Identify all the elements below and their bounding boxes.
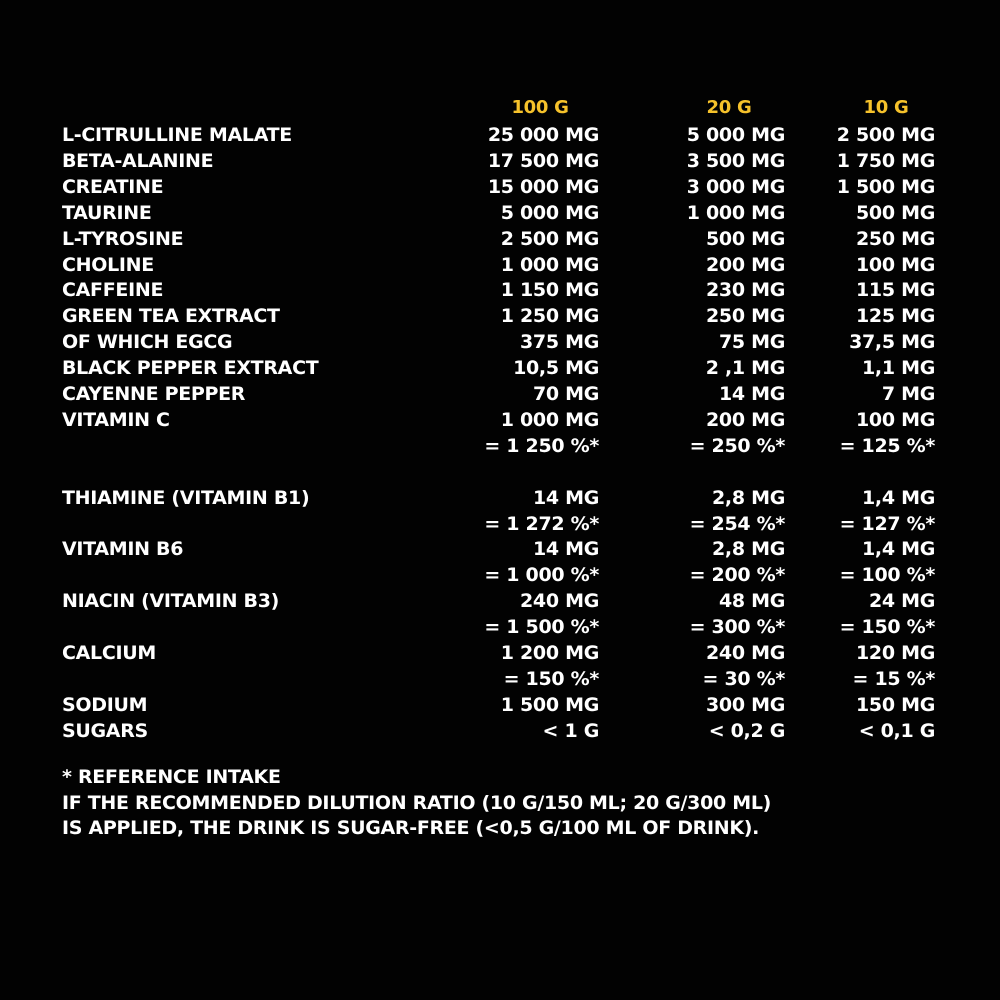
value-20g: = 300 %* — [689, 616, 785, 639]
value-100g: < 1 G — [542, 719, 599, 742]
value-20g: = 30 %* — [702, 667, 785, 690]
value-10g: 500 MG — [856, 201, 935, 224]
value-20g: = 200 %* — [689, 564, 785, 587]
value-20g: 500 MG — [706, 227, 785, 250]
value-10g: 1,4 MG — [862, 486, 935, 509]
value-10g: 120 MG — [856, 642, 935, 664]
value-10g: 115 MG — [856, 279, 935, 302]
value-100g: 375 MG — [520, 331, 599, 354]
value-10g: = 150 %* — [839, 616, 935, 639]
value-20g: < 0,2 G — [708, 719, 785, 742]
nutrient-name: L-TYROSINE — [62, 227, 184, 250]
table-row — [62, 615, 962, 641]
table-row — [62, 512, 962, 538]
value-100g: = 1 250 %* — [484, 434, 599, 457]
table-row — [62, 201, 962, 227]
table-row — [62, 175, 962, 201]
table-row — [62, 123, 962, 149]
value-10g: 100 MG — [856, 253, 935, 276]
nutrient-name: GREEN TEA EXTRACT — [62, 305, 280, 328]
value-10g: 2 500 MG — [836, 124, 935, 146]
value-20g: 3 000 MG — [686, 175, 785, 198]
table-row — [62, 537, 962, 563]
value-100g: 15 000 MG — [487, 175, 599, 198]
value-100g: 5 000 MG — [500, 201, 599, 224]
value-100g: 25 000 MG — [487, 124, 599, 146]
value-10g: 250 MG — [856, 227, 935, 250]
value-100g: 17 500 MG — [487, 149, 599, 172]
nutrient-name: THIAMINE (VITAMIN B1) — [62, 486, 310, 509]
value-100g: 1 200 MG — [500, 642, 599, 664]
value-20g: 200 MG — [706, 408, 785, 431]
nutrient-name: CALCIUM — [62, 642, 157, 664]
table-row — [62, 253, 962, 279]
value-20g: 5 000 MG — [686, 124, 785, 146]
table-row — [62, 278, 962, 304]
value-100g: = 1 000 %* — [484, 564, 599, 587]
value-10g: 7 MG — [881, 383, 935, 405]
value-20g: 2 ,1 MG — [705, 357, 785, 380]
value-100g: 1 500 MG — [500, 693, 599, 716]
value-100g: 1 000 MG — [500, 253, 599, 276]
footnote-dilution-line-1: IF THE RECOMMENDED DILUTION RATIO (10 G/150 ML; 20 G/300 ML) — [62, 791, 772, 814]
value-20g: 2,8 MG — [712, 486, 785, 509]
table-row — [62, 227, 962, 253]
value-100g: = 1 272 %* — [484, 512, 599, 535]
value-100g: 2 500 MG — [500, 227, 599, 250]
nutrient-name: BLACK PEPPER EXTRACT — [62, 357, 319, 380]
value-100g: 70 MG — [532, 383, 599, 405]
value-20g: = 250 %* — [689, 434, 785, 457]
table-row — [62, 667, 962, 693]
table-row — [62, 486, 962, 512]
value-20g: 3 500 MG — [686, 149, 785, 172]
table-row — [62, 434, 962, 460]
value-10g: 24 MG — [868, 590, 935, 613]
nutrient-name: BETA-ALANINE — [62, 149, 214, 172]
table-row — [62, 641, 962, 667]
column-header-10g: 10 G — [863, 97, 909, 118]
value-10g: 1 750 MG — [836, 149, 935, 172]
table-row — [62, 693, 962, 719]
value-20g: 48 MG — [718, 590, 785, 613]
value-20g: 300 MG — [706, 693, 785, 716]
table-row — [62, 304, 962, 330]
value-20g: 200 MG — [706, 253, 785, 276]
table-row — [62, 460, 962, 486]
nutrient-name: SUGARS — [62, 719, 148, 742]
value-10g: 1,4 MG — [862, 538, 935, 561]
value-10g: 100 MG — [856, 408, 935, 431]
value-10g: = 15 %* — [852, 667, 935, 690]
table-row — [62, 589, 962, 615]
value-100g: = 1 500 %* — [484, 616, 599, 639]
nutrient-name: CREATINE — [62, 175, 164, 198]
value-20g: 1 000 MG — [686, 201, 785, 224]
value-10g: < 0,1 G — [858, 719, 935, 742]
table-row — [62, 408, 962, 434]
table-row — [62, 149, 962, 175]
value-20g: 240 MG — [706, 642, 785, 664]
column-header-100g: 100 G — [511, 97, 569, 118]
value-10g: 37,5 MG — [849, 331, 935, 354]
value-100g: 1 250 MG — [500, 305, 599, 328]
nutrient-name: L-CITRULLINE MALATE — [62, 124, 292, 146]
value-100g: 1 150 MG — [500, 279, 599, 302]
nutrient-name: VITAMIN C — [62, 408, 170, 431]
nutrient-name: NIACIN (VITAMIN B3) — [62, 590, 280, 613]
nutrient-name: SODIUM — [62, 693, 148, 716]
value-10g: 125 MG — [856, 305, 935, 328]
column-header-20g: 20 G — [706, 97, 752, 118]
value-100g: 10,5 MG — [513, 357, 599, 380]
footnotes — [62, 765, 771, 842]
value-20g: 2,8 MG — [712, 538, 785, 561]
value-100g: = 150 %* — [503, 667, 599, 690]
value-10g: = 127 %* — [839, 512, 935, 535]
nutrient-name: CAYENNE PEPPER — [62, 383, 246, 405]
nutrient-name: VITAMIN B6 — [62, 538, 184, 561]
value-10g: 1 500 MG — [836, 175, 935, 198]
value-10g: = 100 %* — [839, 564, 935, 587]
table-row — [62, 719, 962, 745]
nutrient-name: CAFFEINE — [62, 279, 164, 302]
table-row — [62, 563, 962, 589]
value-10g: = 125 %* — [839, 434, 935, 457]
value-20g: 14 MG — [718, 383, 785, 405]
value-10g: 1,1 MG — [862, 357, 935, 380]
value-10g: 150 MG — [856, 693, 935, 716]
value-20g: 230 MG — [706, 279, 785, 302]
value-20g: 75 MG — [718, 331, 785, 354]
value-100g: 1 000 MG — [500, 408, 599, 431]
nutrient-name: OF WHICH EGCG — [62, 331, 233, 354]
nutrient-name: CHOLINE — [62, 253, 154, 276]
table-row — [62, 330, 962, 356]
value-100g: 14 MG — [532, 486, 599, 509]
value-100g: 240 MG — [520, 590, 599, 613]
value-100g: 14 MG — [532, 538, 599, 561]
value-20g: = 254 %* — [689, 512, 785, 535]
table-row — [62, 356, 962, 382]
table-row — [62, 382, 962, 408]
footnote-dilution-line-2: IS APPLIED, THE DRINK IS SUGAR-FREE (<0,5 G/100 ML OF DRINK). — [62, 817, 760, 839]
nutrient-name: TAURINE — [62, 201, 152, 224]
footnote-reference-intake: * REFERENCE INTAKE — [62, 766, 281, 788]
value-20g: 250 MG — [706, 305, 785, 328]
